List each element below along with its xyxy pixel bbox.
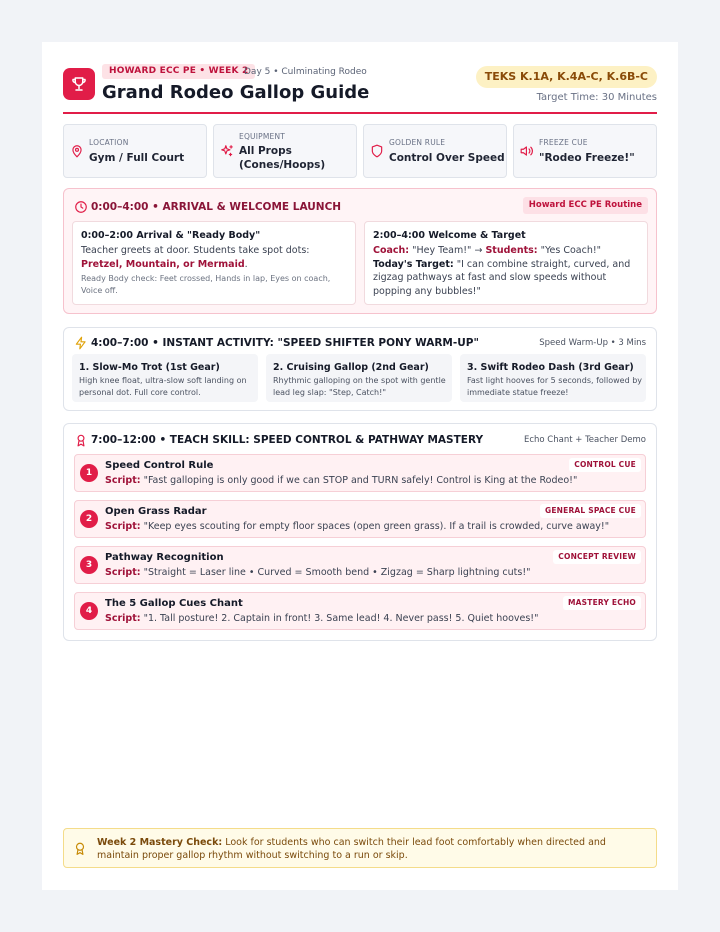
instant-duration: Speed Warm-Up • 3 Mins	[539, 338, 646, 348]
gear-title: 1. Slow-Mo Trot (1st Gear)	[79, 362, 220, 373]
cue-item	[74, 592, 646, 630]
students-label: Students:	[485, 245, 538, 256]
students-response: "Yes Coach!"	[540, 245, 602, 256]
target-time: Target Time: 30 Minutes	[536, 92, 657, 103]
cue-title: The 5 Gallop Cues Chant	[105, 598, 243, 609]
welcome-card	[364, 221, 648, 305]
gear-card	[72, 354, 258, 402]
freeze-cue-value: "Rodeo Freeze!"	[539, 152, 635, 164]
arrival-card-text	[81, 244, 349, 271]
clock-icon	[74, 200, 88, 214]
freeze-cue-card	[513, 124, 657, 178]
teach-title: 7:00–12:00 • TEACH SKILL: SPEED CONTROL & PATHWAY MASTERY	[91, 434, 484, 446]
cue-number: 2	[80, 510, 98, 528]
lesson-page	[42, 42, 678, 890]
arrival-card-title: 0:00–2:00 Arrival & "Ready Body"	[81, 230, 261, 241]
script-text: "Keep eyes scouting for empty floor spaces (open green grass). If a trail is crowded, curve away!"	[143, 521, 610, 532]
teach-skill-section	[63, 423, 657, 641]
teach-method: Echo Chant + Teacher Demo	[523, 435, 646, 445]
info-cards	[63, 124, 657, 178]
gear-card	[460, 354, 646, 402]
spot-dot-poses: Pretzel, Mountain, or Mermaid	[81, 258, 245, 270]
cue-tag: MASTERY ECHO	[563, 596, 641, 610]
cue-title: Open Grass Radar	[105, 506, 207, 517]
golden-rule-value: Control Over Speed	[389, 152, 505, 164]
script-label: Script:	[105, 475, 141, 486]
gear-title: 3. Swift Rodeo Dash (3rd Gear)	[467, 362, 634, 373]
cue-title: Speed Control Rule	[105, 460, 214, 471]
arrival-section	[63, 188, 657, 314]
cue-tag: CONCEPT REVIEW	[553, 550, 641, 564]
cue-script	[105, 520, 609, 533]
arrival-text-end: .	[244, 258, 248, 270]
cue-script	[105, 566, 531, 579]
trophy-icon	[63, 68, 95, 100]
page-title: Grand Rodeo Gallop Guide	[102, 82, 370, 103]
page-header	[63, 64, 657, 114]
equipment-value: All Props (Cones/Hoops)	[239, 145, 326, 171]
cue-number: 1	[80, 464, 98, 482]
location-label: LOCATION	[89, 138, 129, 147]
gear-text: Fast light hooves for 5 seconds, followed by immediate statue freeze!	[467, 376, 643, 397]
cue-tag: CONTROL CUE	[569, 458, 641, 472]
freeze-cue-label: FREEZE CUE	[539, 138, 588, 147]
gear-card	[266, 354, 452, 402]
cue-title: Pathway Recognition	[105, 552, 224, 563]
instant-activity-section	[63, 327, 657, 411]
routine-tag: Howard ECC PE Routine	[523, 197, 648, 214]
medal-icon	[73, 840, 87, 857]
location-card	[63, 124, 207, 178]
script-text: "Fast galloping is only good if we can STOP and TURN safely! Control is King at the Rodeo!"	[143, 475, 578, 486]
coach-call: "Hey Team!" →	[412, 245, 483, 256]
cue-item	[74, 546, 646, 584]
day-label: Day 5 • Culminating Rodeo	[244, 67, 367, 77]
arrival-title: 0:00–4:00 • ARRIVAL & WELCOME LAUNCH	[91, 201, 342, 213]
speaker-icon	[520, 143, 534, 159]
award-icon	[74, 433, 88, 447]
instant-title: 4:00–7:00 • INSTANT ACTIVITY: "SPEED SHIFTER PONY WARM-UP"	[91, 337, 479, 349]
header-divider	[63, 112, 657, 114]
cue-item	[74, 500, 646, 538]
script-label: Script:	[105, 613, 141, 624]
script-label: Script:	[105, 567, 141, 578]
mastery-check-text	[97, 836, 645, 862]
equipment-label: EQUIPMENT	[239, 132, 286, 141]
teks-badge: TEKS K.1A, K.4A-C, K.6B-C	[476, 66, 657, 88]
golden-rule-card	[363, 124, 507, 178]
ready-body-note: Ready Body check: Feet crossed, Hands in lap, Eyes on coach, Voice off.	[81, 274, 331, 295]
cue-number: 4	[80, 602, 98, 620]
gear-text: Rhythmic galloping on the spot with gentle lead leg slap: "Step, Catch!"	[273, 376, 446, 397]
coach-label: Coach:	[373, 245, 410, 256]
sparkles-icon	[220, 143, 234, 159]
mastery-check-callout	[63, 828, 657, 868]
script-text: "Straight = Laser line • Curved = Smooth bend • Zigzag = Sharp lightning cuts!"	[143, 567, 531, 578]
lightning-icon	[74, 336, 88, 350]
gear-text: High knee float, ultra-slow soft landing on personal dot. Full core control.	[79, 376, 247, 397]
cue-number: 3	[80, 556, 98, 574]
target-text: "I can combine straight, curved, and zigzag pathways at fast and slow speeds without popping any bubbles!"	[373, 258, 631, 297]
map-pin-icon	[70, 143, 84, 159]
target-label: Today's Target:	[373, 258, 454, 270]
cue-script	[105, 612, 538, 625]
mastery-check-body: Look for students who can switch their lead foot comfortably when directed and maintain proper gallop rhythm without switching to a run or skip.	[97, 837, 606, 861]
arrival-text: Teacher greets at door. Students take spot dots:	[81, 245, 310, 256]
welcome-card-text	[373, 244, 645, 298]
mastery-check-label: Week 2 Mastery Check:	[97, 837, 223, 848]
golden-rule-label: GOLDEN RULE	[389, 138, 446, 147]
script-text: "1. Tall posture! 2. Captain in front! 3. Same lead! 4. Never pass! 5. Quiet hooves!"	[143, 613, 539, 624]
equipment-card	[213, 124, 357, 178]
cue-tag: GENERAL SPACE CUE	[540, 504, 641, 518]
cue-script	[105, 474, 577, 487]
shield-icon	[370, 143, 384, 159]
program-week-tag: HOWARD ECC PE • WEEK 2	[102, 64, 255, 79]
location-value: Gym / Full Court	[89, 152, 185, 164]
script-label: Script:	[105, 521, 141, 532]
arrival-card	[72, 221, 356, 305]
cue-item	[74, 454, 646, 492]
gear-title: 2. Cruising Gallop (2nd Gear)	[273, 362, 429, 373]
welcome-card-title: 2:00–4:00 Welcome & Target	[373, 230, 526, 241]
